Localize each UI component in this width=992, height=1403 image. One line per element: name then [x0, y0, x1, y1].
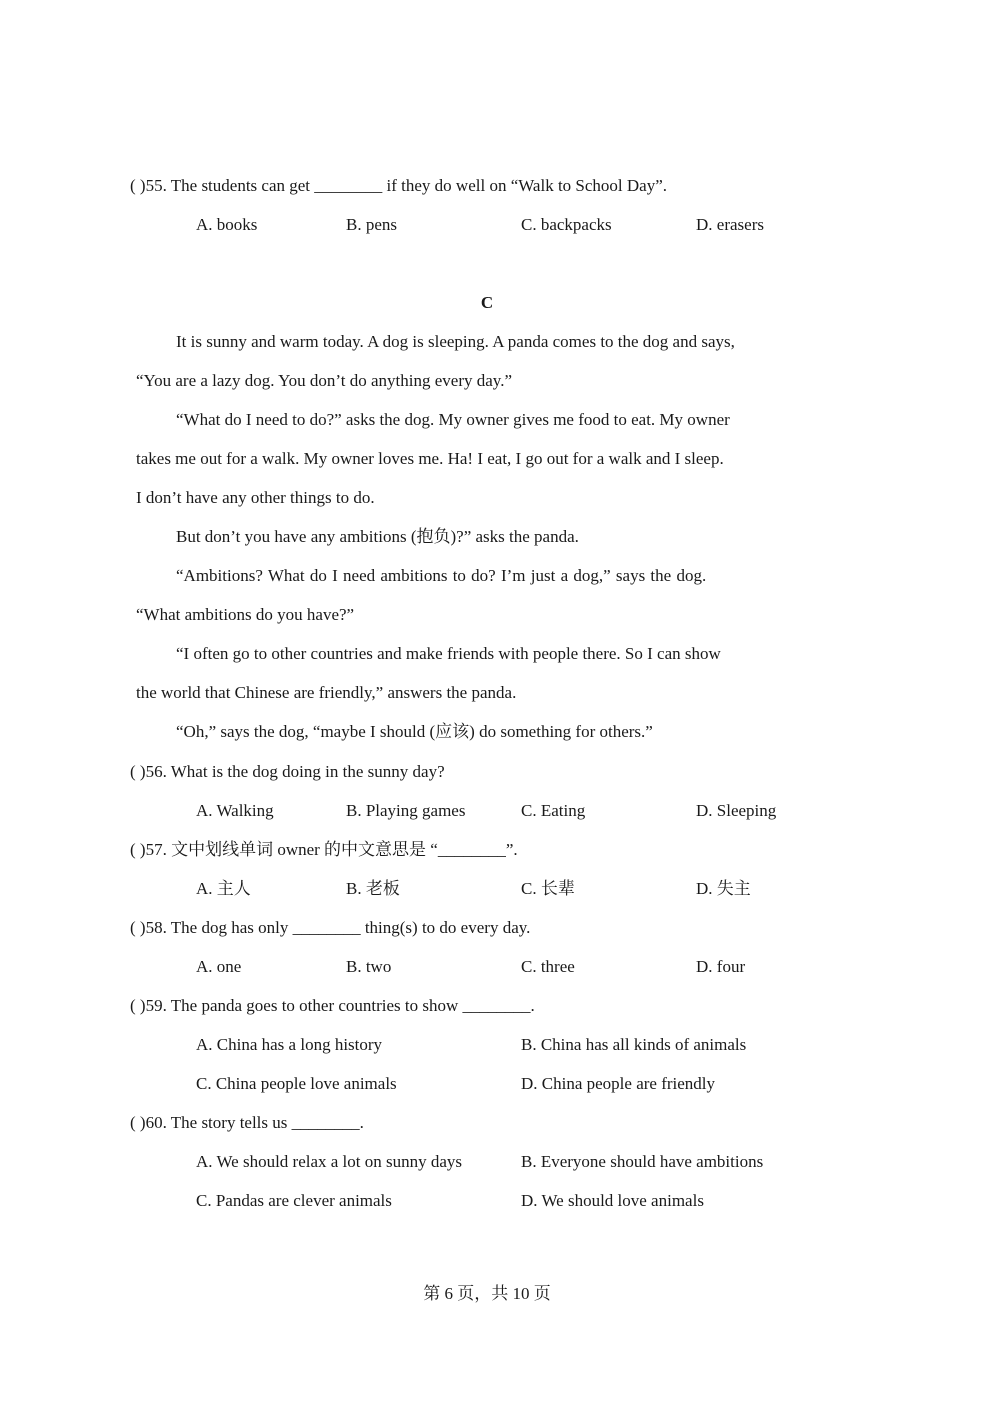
passage-line-3: “What do I need to do?” asks the dog. My owner gives me food to eat. My owner	[176, 410, 730, 429]
q59-option-c: C. China people love animals	[196, 1074, 397, 1093]
q58-option-c: C. three	[521, 957, 575, 976]
section-title: C	[480, 293, 494, 312]
q55-option-a: A. books	[196, 215, 258, 234]
passage-line-8: “What ambitions do you have?”	[136, 605, 355, 624]
q59-option-d: D. China people are friendly	[521, 1074, 716, 1093]
q58-option-b: B. two	[346, 957, 392, 976]
q56-option-c: C. Eating	[521, 801, 586, 820]
q55-option-d: D. erasers	[696, 215, 764, 234]
q58-option-a: A. one	[196, 957, 242, 976]
passage-line-11: “Oh,” says the dog, “maybe I should (应该) do something for others.”	[176, 722, 653, 741]
question-55-stem: ( )55. The students can get ________ if they do well on “Walk to School Day”.	[130, 176, 668, 195]
q60-option-a: A. We should relax a lot on sunny days	[196, 1152, 463, 1171]
passage-line-5: I don’t have any other things to do.	[136, 488, 375, 507]
passage-line-10: the world that Chinese are friendly,” answers the panda.	[136, 683, 517, 702]
question-60-stem: ( )60. The story tells us ________.	[130, 1113, 364, 1132]
question-58-stem: ( )58. The dog has only ________ thing(s) to do every day.	[130, 918, 531, 937]
passage-line-1: It is sunny and warm today. A dog is sleeping. A panda comes to the dog and says,	[176, 332, 735, 351]
passage-line-4: takes me out for a walk. My owner loves me. Ha! I eat, I go out for a walk and I sleep.	[136, 449, 724, 468]
q56-option-b: B. Playing games	[346, 801, 466, 820]
q60-option-d: D. We should love animals	[521, 1191, 704, 1210]
q57-option-a: A. 主人	[196, 879, 251, 898]
question-57-stem: ( )57. 文中划线单词 owner 的中文意思是 “________”.	[130, 840, 518, 859]
passage-line-6: But don’t you have any ambitions (抱负)?” asks the panda.	[176, 527, 579, 546]
q56-option-d: D. Sleeping	[696, 801, 777, 820]
q57-option-c: C. 长辈	[521, 879, 575, 898]
question-56-stem: ( )56. What is the dog doing in the sunny day?	[130, 762, 445, 781]
passage-line-9: “I often go to other countries and make friends with people there. So I can show	[176, 644, 721, 663]
q57-option-d: D. 失主	[696, 879, 751, 898]
q59-option-a: A. China has a long history	[196, 1035, 383, 1054]
q56-option-a: A. Walking	[196, 801, 274, 820]
question-59-stem: ( )59. The panda goes to other countries to show ________.	[130, 996, 535, 1015]
q58-option-d: D. four	[696, 957, 746, 976]
q57-option-b: B. 老板	[346, 879, 400, 898]
q60-option-b: B. Everyone should have ambitions	[521, 1152, 764, 1171]
q59-option-b: B. China has all kinds of animals	[521, 1035, 747, 1054]
q55-option-c: C. backpacks	[521, 215, 612, 234]
page-footer: 第 6 页，共 10 页	[423, 1284, 551, 1303]
q60-option-c: C. Pandas are clever animals	[196, 1191, 392, 1210]
passage-line-2: “You are a lazy dog. You don’t do anything every day.”	[136, 371, 512, 390]
passage-line-7: “Ambitions? What do I need ambitions to do? I’m just a dog,” says the dog.	[176, 566, 707, 585]
q55-option-b: B. pens	[346, 215, 397, 234]
